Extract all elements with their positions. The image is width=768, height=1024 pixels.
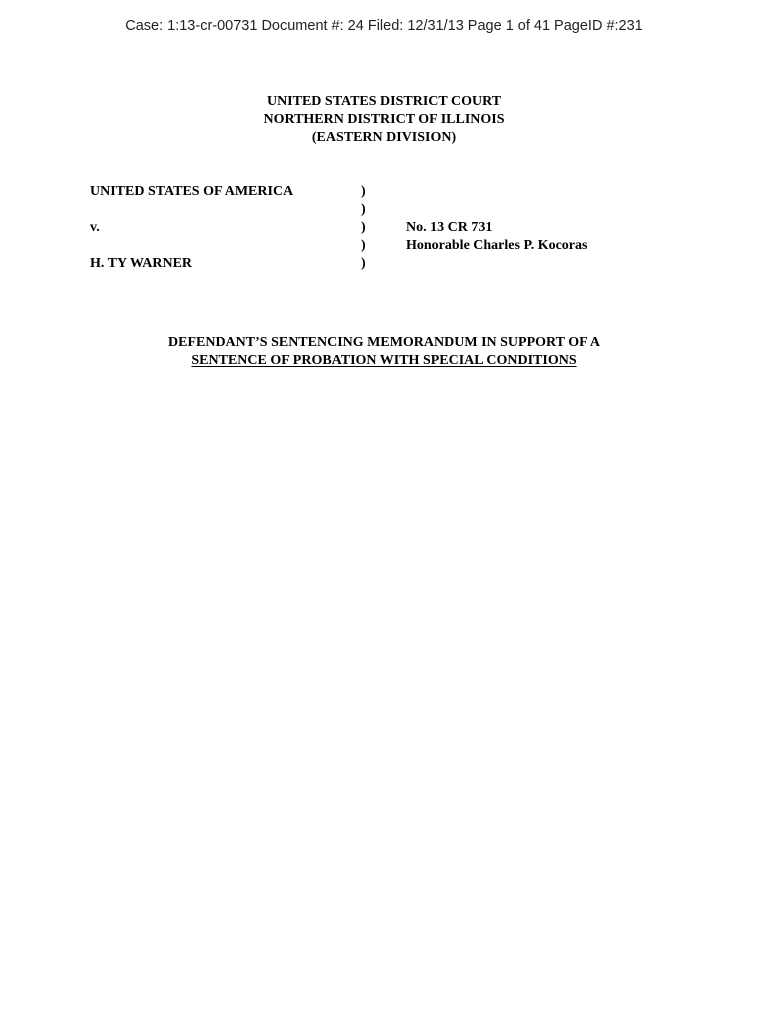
document-title <box>0 334 768 370</box>
court-division: (EASTERN DIVISION) <box>311 130 457 145</box>
document-title-line-1: DEFENDANT’S SENTENCING MEMORANDUM IN SUPPORT OF A <box>168 335 600 350</box>
caption-row <box>90 201 690 219</box>
ecf-filing-header: Case: 1:13-cr-00731 Document #: 24 Filed: 12/31/13 Page 1 of 41 PageID #:231 <box>125 18 643 34</box>
defendant-name: H. TY WARNER <box>90 256 193 271</box>
document-title-line-2: SENTENCE OF PROBATION WITH SPECIAL CONDITIONS <box>191 353 577 368</box>
caption-row <box>90 183 690 201</box>
court-name: UNITED STATES DISTRICT COURT <box>266 94 502 109</box>
caption-row <box>90 255 690 273</box>
judge-name: Honorable Charles P. Kocoras <box>406 238 588 253</box>
case-caption <box>90 183 690 273</box>
caption-paren: ) <box>361 184 366 199</box>
court-district: NORTHERN DISTRICT OF ILLINOIS <box>263 112 505 127</box>
case-number: No. 13 CR 731 <box>406 220 493 235</box>
court-heading <box>0 93 768 147</box>
plaintiff-name: UNITED STATES OF AMERICA <box>90 184 294 199</box>
caption-paren: ) <box>361 238 366 253</box>
caption-paren: ) <box>361 202 366 217</box>
caption-row <box>90 219 690 237</box>
versus-label: v. <box>90 220 100 235</box>
caption-paren: ) <box>361 220 366 235</box>
caption-paren: ) <box>361 256 366 271</box>
caption-row <box>90 237 690 255</box>
